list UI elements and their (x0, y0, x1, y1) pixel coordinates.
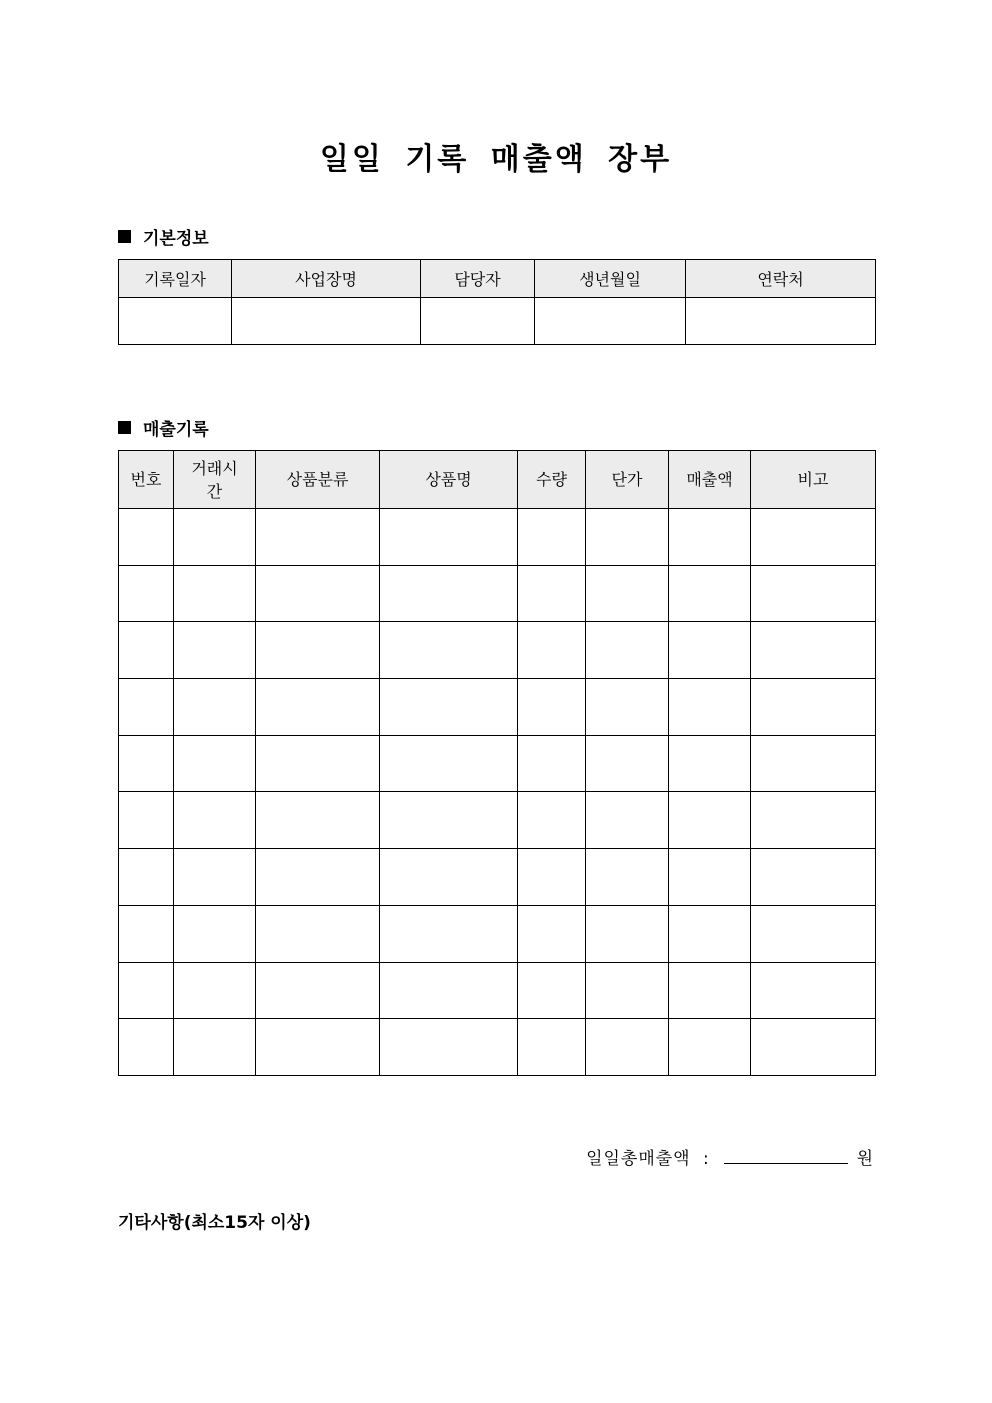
quantity-cell[interactable] (518, 509, 586, 566)
header-transaction-time: 거래시간 (174, 451, 256, 509)
product-name-cell[interactable] (380, 565, 518, 622)
header-birth-date: 생년월일 (535, 260, 686, 298)
contact-field[interactable] (686, 298, 876, 345)
number-cell[interactable] (119, 792, 174, 849)
number-cell[interactable] (119, 509, 174, 566)
transaction-time-cell[interactable] (174, 679, 256, 736)
quantity-cell[interactable] (518, 962, 586, 1019)
number-cell[interactable] (119, 565, 174, 622)
remarks-cell[interactable] (751, 792, 876, 849)
number-cell[interactable] (119, 622, 174, 679)
product-name-cell[interactable] (380, 792, 518, 849)
unit-price-cell[interactable] (586, 962, 669, 1019)
unit-price-cell[interactable] (586, 905, 669, 962)
quantity-cell[interactable] (518, 735, 586, 792)
product-name-cell[interactable] (380, 622, 518, 679)
table-row (119, 735, 876, 792)
product-category-cell[interactable] (256, 622, 380, 679)
quantity-cell[interactable] (518, 679, 586, 736)
square-bullet-icon (118, 421, 131, 434)
product-name-cell[interactable] (380, 849, 518, 906)
quantity-cell[interactable] (518, 792, 586, 849)
table-row (119, 1019, 876, 1076)
product-name-cell[interactable] (380, 509, 518, 566)
header-quantity: 수량 (518, 451, 586, 509)
daily-total-line (586, 1144, 874, 1169)
transaction-time-cell[interactable] (174, 905, 256, 962)
table-row (119, 792, 876, 849)
remarks-cell[interactable] (751, 679, 876, 736)
remarks-cell[interactable] (751, 1019, 876, 1076)
number-cell[interactable] (119, 735, 174, 792)
sales-amount-cell[interactable] (669, 565, 751, 622)
table-row (119, 905, 876, 962)
quantity-cell[interactable] (518, 622, 586, 679)
product-name-cell[interactable] (380, 679, 518, 736)
unit-price-cell[interactable] (586, 792, 669, 849)
unit-price-cell[interactable] (586, 679, 669, 736)
header-record-date: 기록일자 (119, 260, 232, 298)
birth-date-field[interactable] (535, 298, 686, 345)
sales-amount-cell[interactable] (669, 735, 751, 792)
unit-price-cell[interactable] (586, 849, 669, 906)
transaction-time-cell[interactable] (174, 849, 256, 906)
product-category-cell[interactable] (256, 849, 380, 906)
product-name-cell[interactable] (380, 735, 518, 792)
table-row (119, 565, 876, 622)
number-cell[interactable] (119, 679, 174, 736)
unit-price-cell[interactable] (586, 735, 669, 792)
sales-amount-cell[interactable] (669, 509, 751, 566)
number-cell[interactable] (119, 849, 174, 906)
header-product-name: 상품명 (380, 451, 518, 509)
header-product-category: 상품분류 (256, 451, 380, 509)
sales-header-row (119, 451, 876, 509)
number-cell[interactable] (119, 962, 174, 1019)
remarks-cell[interactable] (751, 735, 876, 792)
table-row (119, 962, 876, 1019)
transaction-time-cell[interactable] (174, 792, 256, 849)
sales-amount-cell[interactable] (669, 679, 751, 736)
notes-field[interactable] (118, 1240, 875, 1360)
product-category-cell[interactable] (256, 792, 380, 849)
basic-info-value-row (119, 298, 876, 345)
transaction-time-cell[interactable] (174, 622, 256, 679)
remarks-cell[interactable] (751, 962, 876, 1019)
basic-info-heading (118, 224, 209, 249)
sales-record-heading-label: 매출기록 (143, 420, 209, 440)
unit-price-cell[interactable] (586, 509, 669, 566)
daily-total-separator: : (703, 1149, 710, 1169)
unit-price-cell[interactable] (586, 565, 669, 622)
table-row (119, 849, 876, 906)
number-cell[interactable] (119, 1019, 174, 1076)
table-row (119, 509, 876, 566)
sales-amount-cell[interactable] (669, 792, 751, 849)
record-date-field[interactable] (119, 298, 232, 345)
document-title: 일일 기록 매출액 장부 (319, 142, 673, 177)
remarks-cell[interactable] (751, 622, 876, 679)
product-category-cell[interactable] (256, 905, 380, 962)
transaction-time-cell[interactable] (174, 509, 256, 566)
number-cell[interactable] (119, 905, 174, 962)
quantity-cell[interactable] (518, 905, 586, 962)
transaction-time-cell[interactable] (174, 1019, 256, 1076)
product-category-cell[interactable] (256, 962, 380, 1019)
header-manager: 담당자 (421, 260, 535, 298)
transaction-time-cell[interactable] (174, 735, 256, 792)
product-name-cell[interactable] (380, 905, 518, 962)
transaction-time-cell[interactable] (174, 565, 256, 622)
quantity-cell[interactable] (518, 849, 586, 906)
header-number: 번호 (119, 451, 174, 509)
basic-info-heading-label: 기본정보 (143, 229, 209, 249)
sales-record-heading (118, 415, 209, 440)
sales-amount-cell[interactable] (669, 962, 751, 1019)
product-category-cell[interactable] (256, 565, 380, 622)
quantity-cell[interactable] (518, 565, 586, 622)
manager-field[interactable] (421, 298, 535, 345)
sales-amount-cell[interactable] (669, 622, 751, 679)
product-category-cell[interactable] (256, 679, 380, 736)
business-name-field[interactable] (232, 298, 421, 345)
daily-total-field[interactable] (724, 1146, 848, 1164)
daily-total-unit: 원 (856, 1149, 874, 1169)
sales-record-body (119, 509, 876, 1076)
sales-amount-cell[interactable] (669, 905, 751, 962)
header-contact: 연락처 (686, 260, 876, 298)
header-unit-price: 단가 (586, 451, 669, 509)
product-name-cell[interactable] (380, 1019, 518, 1076)
quantity-cell[interactable] (518, 1019, 586, 1076)
table-row (119, 679, 876, 736)
header-remarks: 비고 (751, 451, 876, 509)
unit-price-cell[interactable] (586, 622, 669, 679)
remarks-cell[interactable] (751, 849, 876, 906)
sales-amount-cell[interactable] (669, 849, 751, 906)
basic-info-header-row (119, 260, 876, 298)
remarks-cell[interactable] (751, 905, 876, 962)
unit-price-cell[interactable] (586, 1019, 669, 1076)
square-bullet-icon (118, 230, 131, 243)
header-business-name: 사업장명 (232, 260, 421, 298)
basic-info-table (118, 259, 876, 345)
header-sales-amount: 매출액 (669, 451, 751, 509)
daily-total-label: 일일총매출액 (586, 1149, 691, 1169)
sales-amount-cell[interactable] (669, 1019, 751, 1076)
sales-record-table (118, 450, 876, 1076)
table-row (119, 622, 876, 679)
remarks-cell[interactable] (751, 509, 876, 566)
product-category-cell[interactable] (256, 735, 380, 792)
product-category-cell[interactable] (256, 509, 380, 566)
product-category-cell[interactable] (256, 1019, 380, 1076)
transaction-time-cell[interactable] (174, 962, 256, 1019)
product-name-cell[interactable] (380, 962, 518, 1019)
remarks-cell[interactable] (751, 565, 876, 622)
notes-label: 기타사항(최소15자 이상) (118, 1213, 311, 1233)
